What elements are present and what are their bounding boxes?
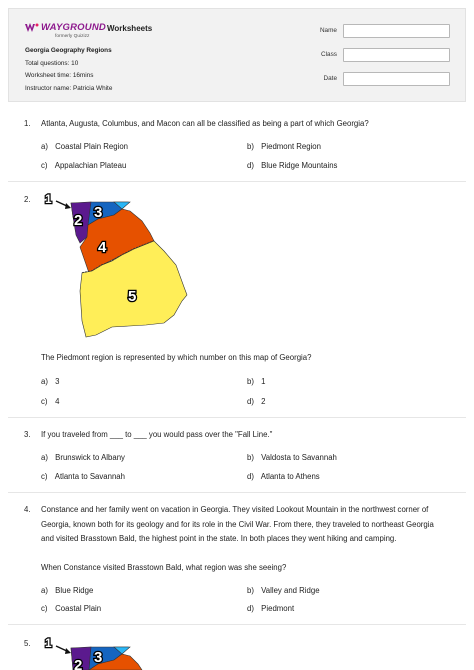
brand-subtitle: formerly Quizizz [55,34,90,39]
question-2-option-d[interactable]: d) 2 [247,397,266,406]
question-4-option-c[interactable]: c) Coastal Plain [41,604,102,613]
map-label-1: 1 [45,636,52,650]
question-3-text: If you traveled from ___ to ___ you would pass over the "Fall Line." [41,430,273,439]
map-label-3: 3 [94,204,103,221]
name-field[interactable] [343,24,450,38]
question-3-option-c[interactable]: c) Atlanta to Savannah [41,472,125,481]
question-1-number: 1. [24,119,31,128]
header-title: Worksheets [107,24,153,33]
instructor-name: Instructor name: Patricia White [25,84,113,92]
question-4-option-a[interactable]: a) Blue Ridge [41,586,94,595]
passage-line: and visited Brasstown Bald, the highest point in the state. In both places they went hiking and camping. [41,534,397,544]
map-label-3: 3 [94,649,103,666]
question-3-option-a[interactable]: a) Brunswick to Albany [41,453,125,462]
question-1-option-a[interactable]: a) Coastal Plain Region [41,142,128,151]
divider [8,417,466,418]
question-4-text: When Constance visited Brasstown Bald, what region was she seeing? [41,563,287,572]
question-2-number: 2. [24,195,31,204]
date-field[interactable] [343,72,450,86]
question-3-option-b[interactable]: b) Valdosta to Savannah [247,453,337,462]
question-5-number: 5. [24,639,31,648]
divider [8,181,466,182]
question-2-option-c[interactable]: c) 4 [41,397,60,406]
question-1-option-c[interactable]: c) Appalachian Plateau [41,161,127,170]
passage-line: Georgia, known both for its geology and for its role in the Civil War. From there, they traveled to northeast Georgia [41,519,434,529]
question-1-text: Atlanta, Augusta, Columbus, and Macon can all be classified as being a part of which Georgia? [41,119,369,128]
brand-name: WAYGROUND [41,22,106,33]
question-4-option-b[interactable]: b) Valley and Ridge [247,586,320,595]
worksheet-name: Georgia Geography Regions [25,47,112,54]
map-label-2: 2 [74,657,83,670]
class-label: Class [321,51,337,58]
worksheet-time: Worksheet time: 16mins [25,72,94,79]
question-4-number: 4. [24,505,31,514]
question-4-option-d[interactable]: d) Piedmont [247,604,295,613]
map-label-5: 5 [128,288,137,305]
map-label-2: 2 [74,212,83,229]
total-questions: Total questions: 10 [25,59,79,67]
passage-line: Constance and her family went on vacation in Georgia. They visited Lookout Mountain in the northwest corner of [41,505,429,514]
question-2-option-a[interactable]: a) 3 [41,377,60,386]
question-4-passage [41,503,451,547]
question-3-option-d[interactable]: d) Atlanta to Athens [247,472,320,481]
map-label-1: 1 [45,192,52,206]
question-1-option-d[interactable]: d) Blue Ridge Mountains [247,161,338,170]
date-label: Date [323,75,337,82]
question-2-option-b[interactable]: b) 1 [247,377,266,386]
worksheet-meta [25,45,112,95]
name-label: Name [319,27,337,34]
map-label-4: 4 [98,239,107,256]
georgia-regions-map [42,191,192,341]
worksheet-header [8,8,466,102]
class-field[interactable] [343,48,450,62]
question-2-text: The Piedmont region is represented by which number on this map of Georgia? [41,353,312,362]
question-3-number: 3. [24,430,31,439]
georgia-regions-map-2 [42,634,152,670]
wayground-logo-icon [25,23,39,33]
divider [8,492,466,493]
divider [8,624,466,625]
question-1-option-b[interactable]: b) Piedmont Region [247,142,321,151]
